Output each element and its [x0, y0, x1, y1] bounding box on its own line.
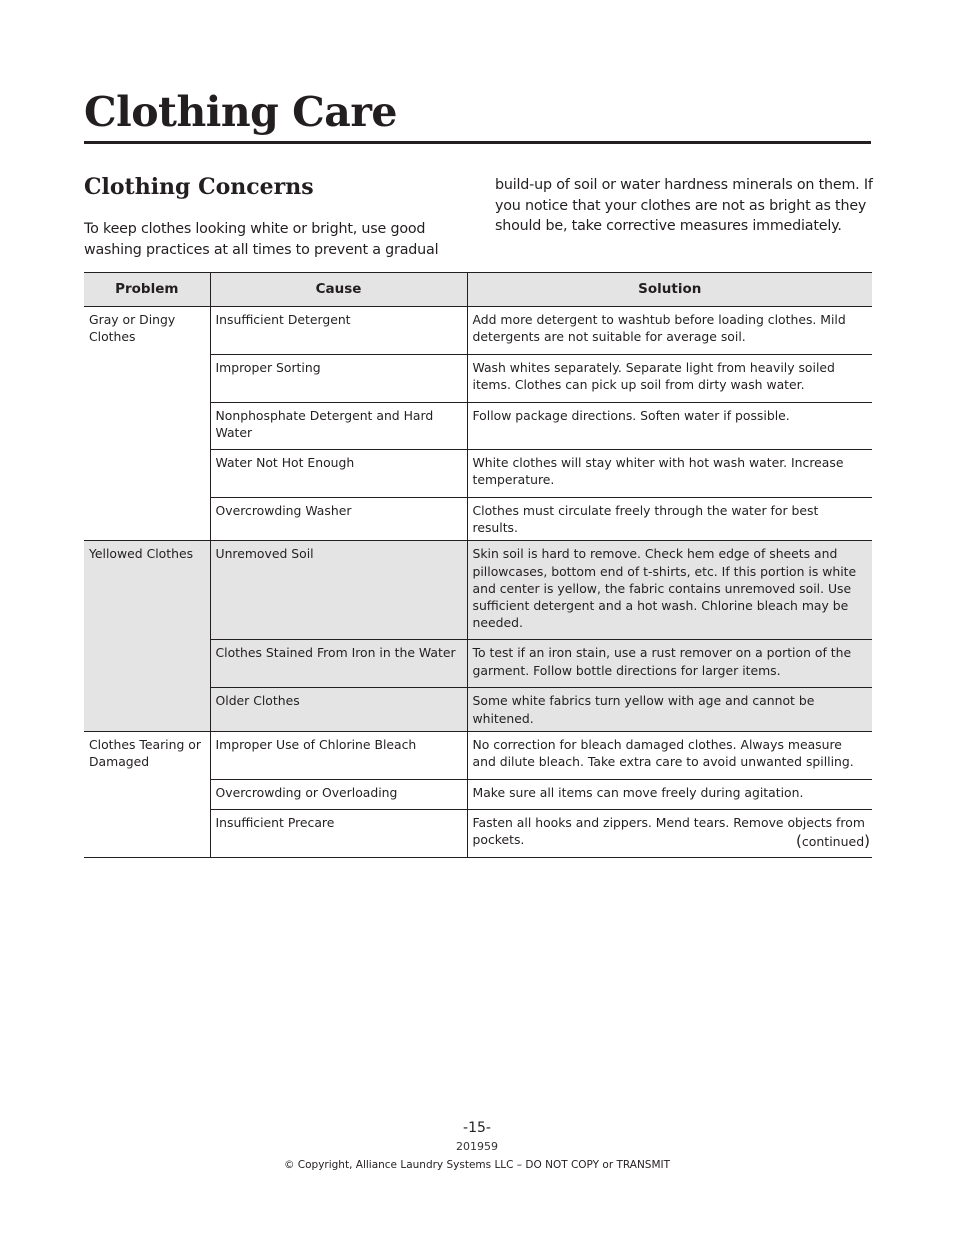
solution-cell: Add more detergent to washtub before loading clothes. Mild detergents are not suitable for average soil. [467, 307, 872, 355]
solution-cell: Skin soil is hard to remove. Check hem edge of sheets and pillowcases, bottom end of t-shirts, etc. If this portion is white and center is yellow, the fabric contains unremoved soil. Use sufficient detergent and a hot wash. Chlorine bleach may be needed. [467, 541, 872, 640]
page-number: -15- [463, 1120, 491, 1136]
copyright-notice: © Copyright, Alliance Laundry Systems LLC – DO NOT COPY or TRANSMIT [283, 1159, 671, 1171]
solution-cell: Wash whites separately. Separate light from heavily soiled items. Clothes can pick up soil from dirty wash water. [467, 355, 872, 403]
table-row [84, 307, 872, 355]
cause-cell: Improper Use of Chlorine Bleach [210, 731, 467, 779]
cause-cell: Water Not Hot Enough [210, 450, 467, 498]
continued-note [796, 832, 870, 850]
section-heading: Clothing Concerns [84, 174, 314, 200]
solution-cell: To test if an iron stain, use a rust remover on a portion of the garment. Follow bottle directions for larger items. [467, 640, 872, 688]
table-row [84, 541, 872, 640]
cause-column-header: Cause [210, 273, 467, 307]
cause-cell: Nonphosphate Detergent and Hard Water [210, 403, 467, 450]
intro-paragraph-left: To keep clothes looking white or bright, use good washing practices at all times to prevent a gradual [84, 221, 439, 258]
cause-cell: Insufficient Precare [210, 809, 467, 857]
continued-text: continued [801, 834, 865, 849]
cause-cell: Insufficient Detergent [210, 307, 467, 355]
problem-cell: Yellowed Clothes [84, 541, 210, 731]
solution-column-header: Solution [467, 273, 872, 307]
intro-paragraph-right: build-up of soil or water hardness minerals on them. If you notice that your clothes are not as bright as they should be, take corrective measures immediately. [495, 177, 873, 234]
cause-cell: Unremoved Soil [210, 541, 467, 640]
page-title: Clothing Care [84, 88, 398, 136]
problem-group-yellowed [84, 541, 872, 731]
solution-cell: Make sure all items can move freely during agitation. [467, 779, 872, 809]
cause-cell: Overcrowding Washer [210, 498, 467, 541]
solution-cell: Clothes must circulate freely through the water for best results. [467, 498, 872, 541]
continued-open-paren: ( [795, 832, 802, 850]
solution-cell: Fasten all hooks and zippers. Mend tears. Remove objects from pockets. [467, 809, 872, 857]
continued-close-paren: ) [864, 832, 870, 850]
problem-cell: Clothes Tearing or Damaged [84, 731, 210, 857]
solution-cell: No correction for bleach damaged clothes. Always measure and dilute bleach. Take extra care to avoid unwanted spilling. [467, 731, 872, 779]
problem-cell: Gray or Dingy Clothes [84, 307, 210, 541]
solution-cell: White clothes will stay whiter with hot wash water. Increase temperature. [467, 450, 872, 498]
title-rule [84, 141, 871, 144]
solution-cell: Some white fabrics turn yellow with age and cannot be whitened. [467, 688, 872, 731]
table-row [84, 731, 872, 779]
problem-group-tearing-damaged [84, 731, 872, 857]
problem-group-gray-dingy [84, 307, 872, 541]
cause-cell: Older Clothes [210, 688, 467, 731]
cause-cell: Clothes Stained From Iron in the Water [210, 640, 467, 688]
cause-cell: Improper Sorting [210, 355, 467, 403]
table-header-row [84, 273, 872, 307]
solution-cell: Follow package directions. Soften water if possible. [467, 403, 872, 450]
cause-cell: Overcrowding or Overloading [210, 779, 467, 809]
document-number: 201959 [456, 1140, 498, 1153]
problem-column-header: Problem [84, 273, 210, 307]
clothing-concerns-table [84, 272, 872, 858]
